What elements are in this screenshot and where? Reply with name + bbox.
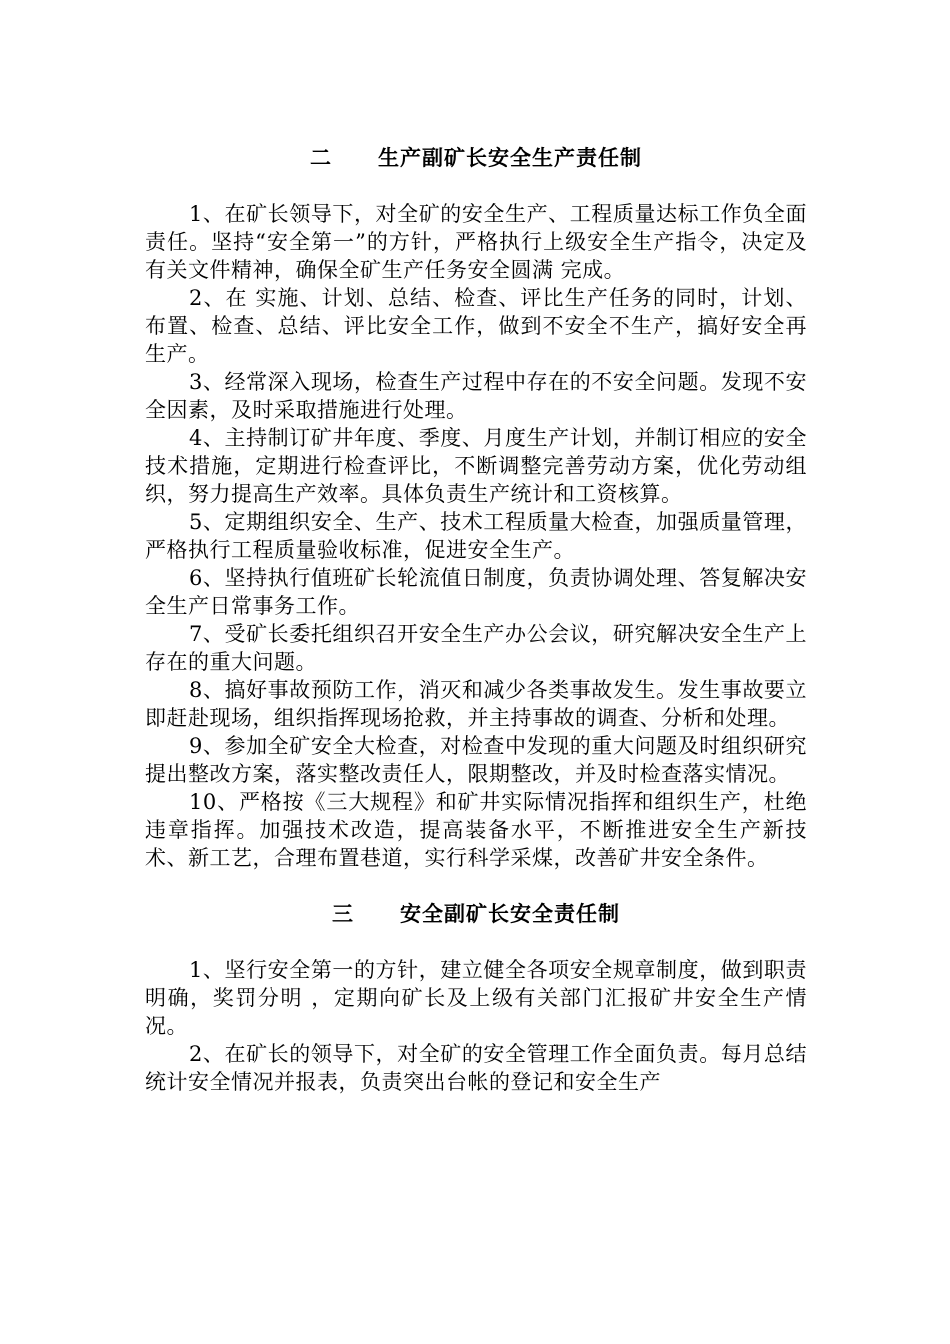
- section-title: 生产副矿长安全生产责任制: [378, 146, 642, 170]
- paragraph: 4、主持制订矿井年度、季度、月度生产计划，并制订相应的安全技术措施，定期进行检查评比，不断调整完善劳动方案，优化劳动组织，努力提高生产效率。具体负责生产统计和工资核算。: [145, 426, 807, 506]
- paragraph: 7、受矿长委托组织召开安全生产办公会议，研究解决安全生产上存在的重大问题。: [145, 622, 807, 674]
- section-number: 二: [310, 146, 332, 170]
- paragraph: 6、坚持执行值班矿长轮流值日制度，负责协调处理、答复解决安全生产日常事务工作。: [145, 566, 807, 618]
- section-title: 安全副矿长安全责任制: [400, 902, 620, 926]
- paragraph: 2、在矿长的领导下，对全矿的安全管理工作全面负责。每月总结统计安全情况并报表，负责突出台帐的登记和安全生产: [145, 1042, 807, 1094]
- paragraph: 1、坚行安全第一的方针，建立健全各项安全规章制度，做到职责明确，奖罚分明 ，定期向矿长及上级有关部门汇报矿井安全生产情况。: [145, 958, 807, 1038]
- paragraph: 9、参加全矿安全大检查，对检查中发现的重大问题及时组织研究提出整改方案，落实整改责任人，限期整改，并及时检查落实情况。: [145, 734, 807, 786]
- paragraph: 5、定期组织安全、生产、技术工程质量大检查，加强质量管理，严格执行工程质量验收标准，促进安全生产。: [145, 510, 807, 562]
- document-body: [145, 142, 807, 1096]
- section-heading-2: [145, 142, 807, 174]
- paragraph: 2、在 实施、计划、总结、检查、评比生产任务的同时，计划、布置、检查、总结、评比安全工作，做到不安全不生产，搞好安全再生产。: [145, 286, 807, 366]
- section-number: 三: [332, 902, 354, 926]
- paragraph: 10、严格按《三大规程》和矿井实际情况指挥和组织生产，杜绝违章指挥。加强技术改造，提高装备水平，不断推进安全生产新技术、新工艺，合理布置巷道，实行科学采煤，改善矿井安全条件。: [145, 790, 807, 870]
- paragraph: 8、搞好事故预防工作，消灭和减少各类事故发生。发生事故要立即赶赴现场，组织指挥现场抢救，并主持事故的调查、分析和处理。: [145, 678, 807, 730]
- section-heading-3: [145, 898, 807, 930]
- paragraph: 1、在矿长领导下，对全矿的安全生产、工程质量达标工作负全面责任。坚持“安全第一”的方针，严格执行上级安全生产指令，决定及有关文件精神，确保全矿生产任务安全圆满 完成。: [145, 202, 807, 282]
- paragraph: 3、经常深入现场，检查生产过程中存在的不安全问题。发现不安全因素，及时采取措施进行处理。: [145, 370, 807, 422]
